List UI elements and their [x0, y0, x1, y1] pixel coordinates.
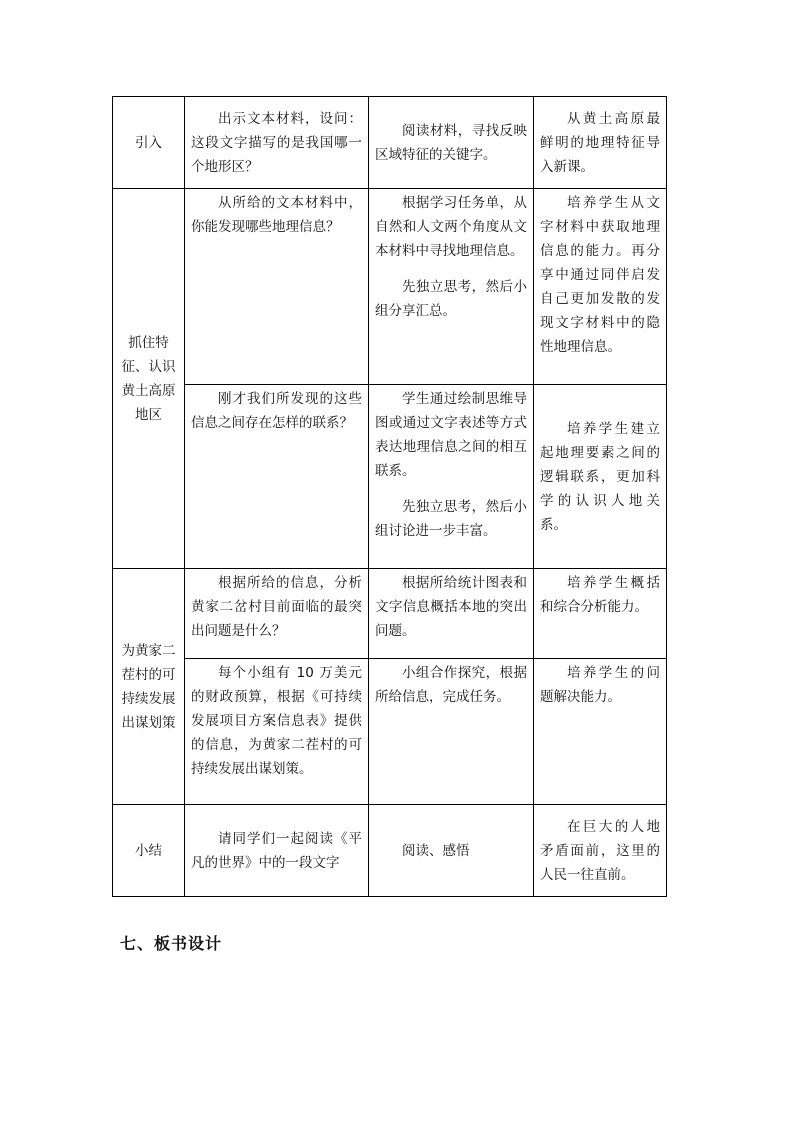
student-activity-cell — [369, 385, 534, 569]
lesson-process-table — [112, 96, 667, 897]
stage-label: 为黄家二茬村的可持续发展出谋划策 — [121, 642, 176, 731]
teacher-activity-cell — [185, 569, 369, 659]
table-row — [113, 569, 667, 659]
stage-cell — [113, 189, 185, 569]
design-intent-cell — [534, 659, 667, 805]
design-intent-text: 培养学生建立起地理要素之间的逻辑联系，更加科学的认识人地关系。 — [540, 420, 660, 533]
design-intent-cell — [534, 385, 667, 569]
stage-label: 抓住特征、认识黄土高原地区 — [121, 334, 176, 423]
design-intent-text: 培养学生从文字材料中获取地理信息的能力。再分享中通过同伴启发自己更加发散的发现文字材料中的隐性地理信息。 — [540, 195, 660, 355]
design-intent-cell — [534, 189, 667, 385]
table-row — [113, 385, 667, 569]
stage-label: 引入 — [135, 134, 162, 151]
table-row — [113, 189, 667, 385]
teacher-activity-cell — [185, 805, 369, 897]
teacher-activity-text: 根据所给的信息，分析黄家二岔村目前面临的最突出问题是什么？ — [191, 575, 362, 639]
student-activity-text: 先独立思考，然后小组分享汇总。 — [375, 279, 527, 319]
teacher-activity-cell — [185, 189, 369, 385]
design-intent-cell — [534, 805, 667, 897]
teacher-activity-cell — [185, 659, 369, 805]
design-intent-text: 从黄土高原最鲜明的地理特征导入新课。 — [540, 110, 660, 175]
student-activity-cell — [369, 659, 534, 805]
student-activity-cell — [369, 805, 534, 897]
stage-cell — [113, 569, 185, 805]
table-row — [113, 97, 667, 189]
design-intent-cell — [534, 97, 667, 189]
teacher-activity-text: 从所给的文本材料中，你能发现哪些地理信息？ — [191, 195, 362, 235]
teacher-activity-cell — [185, 385, 369, 569]
section-heading: 七、板书设计 — [120, 934, 223, 953]
teacher-activity-text: 请同学们一起阅读《平凡的世界》中的一段文字 — [191, 830, 362, 871]
teacher-activity-text: 每个小组有 10 万美元的财政预算，根据《可持续发展项目方案信息表》提供的信息，为黄家二茬村的可持续发展出谋划策。 — [191, 665, 362, 777]
student-activity-cell — [369, 569, 534, 659]
design-intent-text: 培养学生概括和综合分析能力。 — [540, 575, 660, 615]
stage-cell — [113, 805, 185, 897]
student-activity-text: 阅读、感悟 — [402, 842, 470, 859]
design-intent-text: 在巨大的人地矛盾面前，这里的人民一往直前。 — [540, 818, 660, 883]
design-intent-text: 培养学生的问题解决能力。 — [540, 665, 660, 705]
table-row — [113, 659, 667, 805]
student-activity-text: 阅读材料，寻找反映区域特征的关键字。 — [375, 122, 527, 163]
table-row — [113, 805, 667, 897]
student-activity-cell — [369, 189, 534, 385]
stage-cell — [113, 97, 185, 189]
design-intent-cell — [534, 569, 667, 659]
student-activity-cell — [369, 97, 534, 189]
stage-label: 小结 — [135, 842, 162, 859]
student-activity-text: 小组合作探究，根据所给信息，完成任务。 — [375, 665, 527, 705]
student-activity-text: 根据所给统计图表和文字信息概括本地的突出问题。 — [375, 575, 527, 639]
teacher-activity-cell — [185, 97, 369, 189]
teacher-activity-text: 出示文本材料，设问：这段文字描写的是我国哪一个地形区？ — [191, 110, 362, 175]
student-activity-text: 先独立思考，然后小组讨论进一步丰富。 — [375, 499, 527, 539]
student-activity-text: 根据学习任务单，从自然和人文两个角度从文本材料中寻找地理信息。 — [375, 195, 527, 259]
teacher-activity-text: 刚才我们所发现的这些信息之间存在怎样的联系？ — [191, 391, 362, 431]
student-activity-text: 学生通过绘制思维导图或通过文字表述等方式表达地理信息之间的相互联系。 — [375, 391, 527, 479]
